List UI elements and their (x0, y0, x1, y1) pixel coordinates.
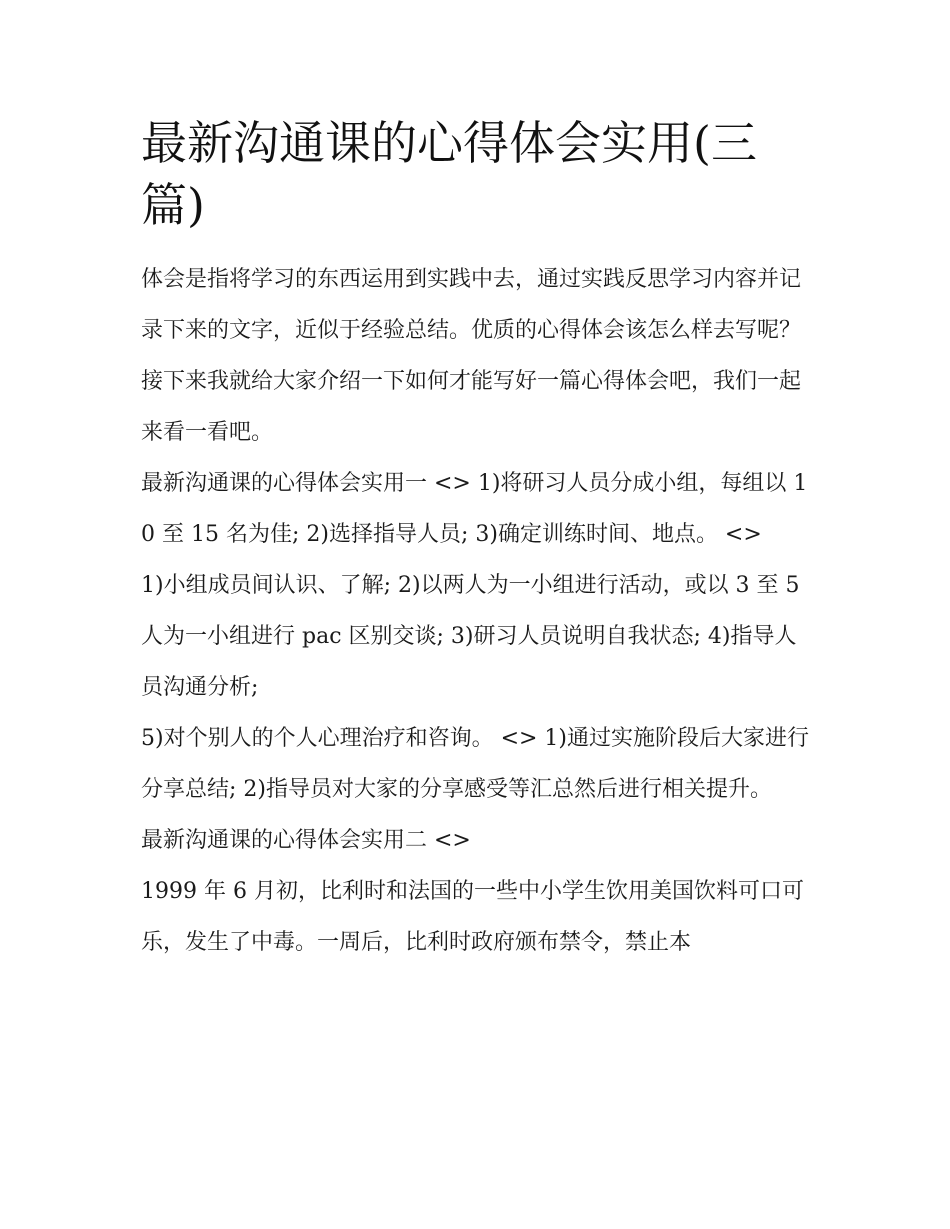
steps-paragraph: 1)小组成员间认识、了解; 2)以两人为一小组进行活动，或以 3 至 5 人为一小组进行 pac 区别交谈; 3)研习人员说明自我状态; 4)指导人员沟通分析; (141, 573, 800, 700)
section-two-paragraph: 1999 年 6 月初，比利时和法国的一些中小学生饮用美国饮料可口可乐，发生了中毒。一周后，比利时政府颁布禁令，禁止本 (141, 879, 804, 955)
document-body (141, 112, 813, 968)
document-title: 最新沟通课的心得体会实用(三篇) (141, 116, 757, 232)
summary-paragraph: 5)对个别人的个人心理治疗和咨询。 <> 1)通过实施阶段后大家进行分享总结; 2)指导员对大家的分享感受等汇总然后进行相关提升。 (141, 726, 810, 802)
intro-paragraph: 体会是指将学习的东西运用到实践中去，通过实践反思学习内容并记录下来的文字，近似于经验总结。优质的心得体会该怎么样去写呢？接下来我就给大家介绍一下如何才能写好一篇心得体会吧，我们一起来看一看吧。 (141, 267, 802, 445)
section-one-paragraph: 最新沟通课的心得体会实用一 <> 1)将研习人员分成小组，每组以 10 至 15 名为佳; 2)选择指导人员; 3)确定训练时间、地点。 <> (141, 471, 808, 547)
section-two-heading: 最新沟通课的心得体会实用二 <> (141, 828, 471, 853)
